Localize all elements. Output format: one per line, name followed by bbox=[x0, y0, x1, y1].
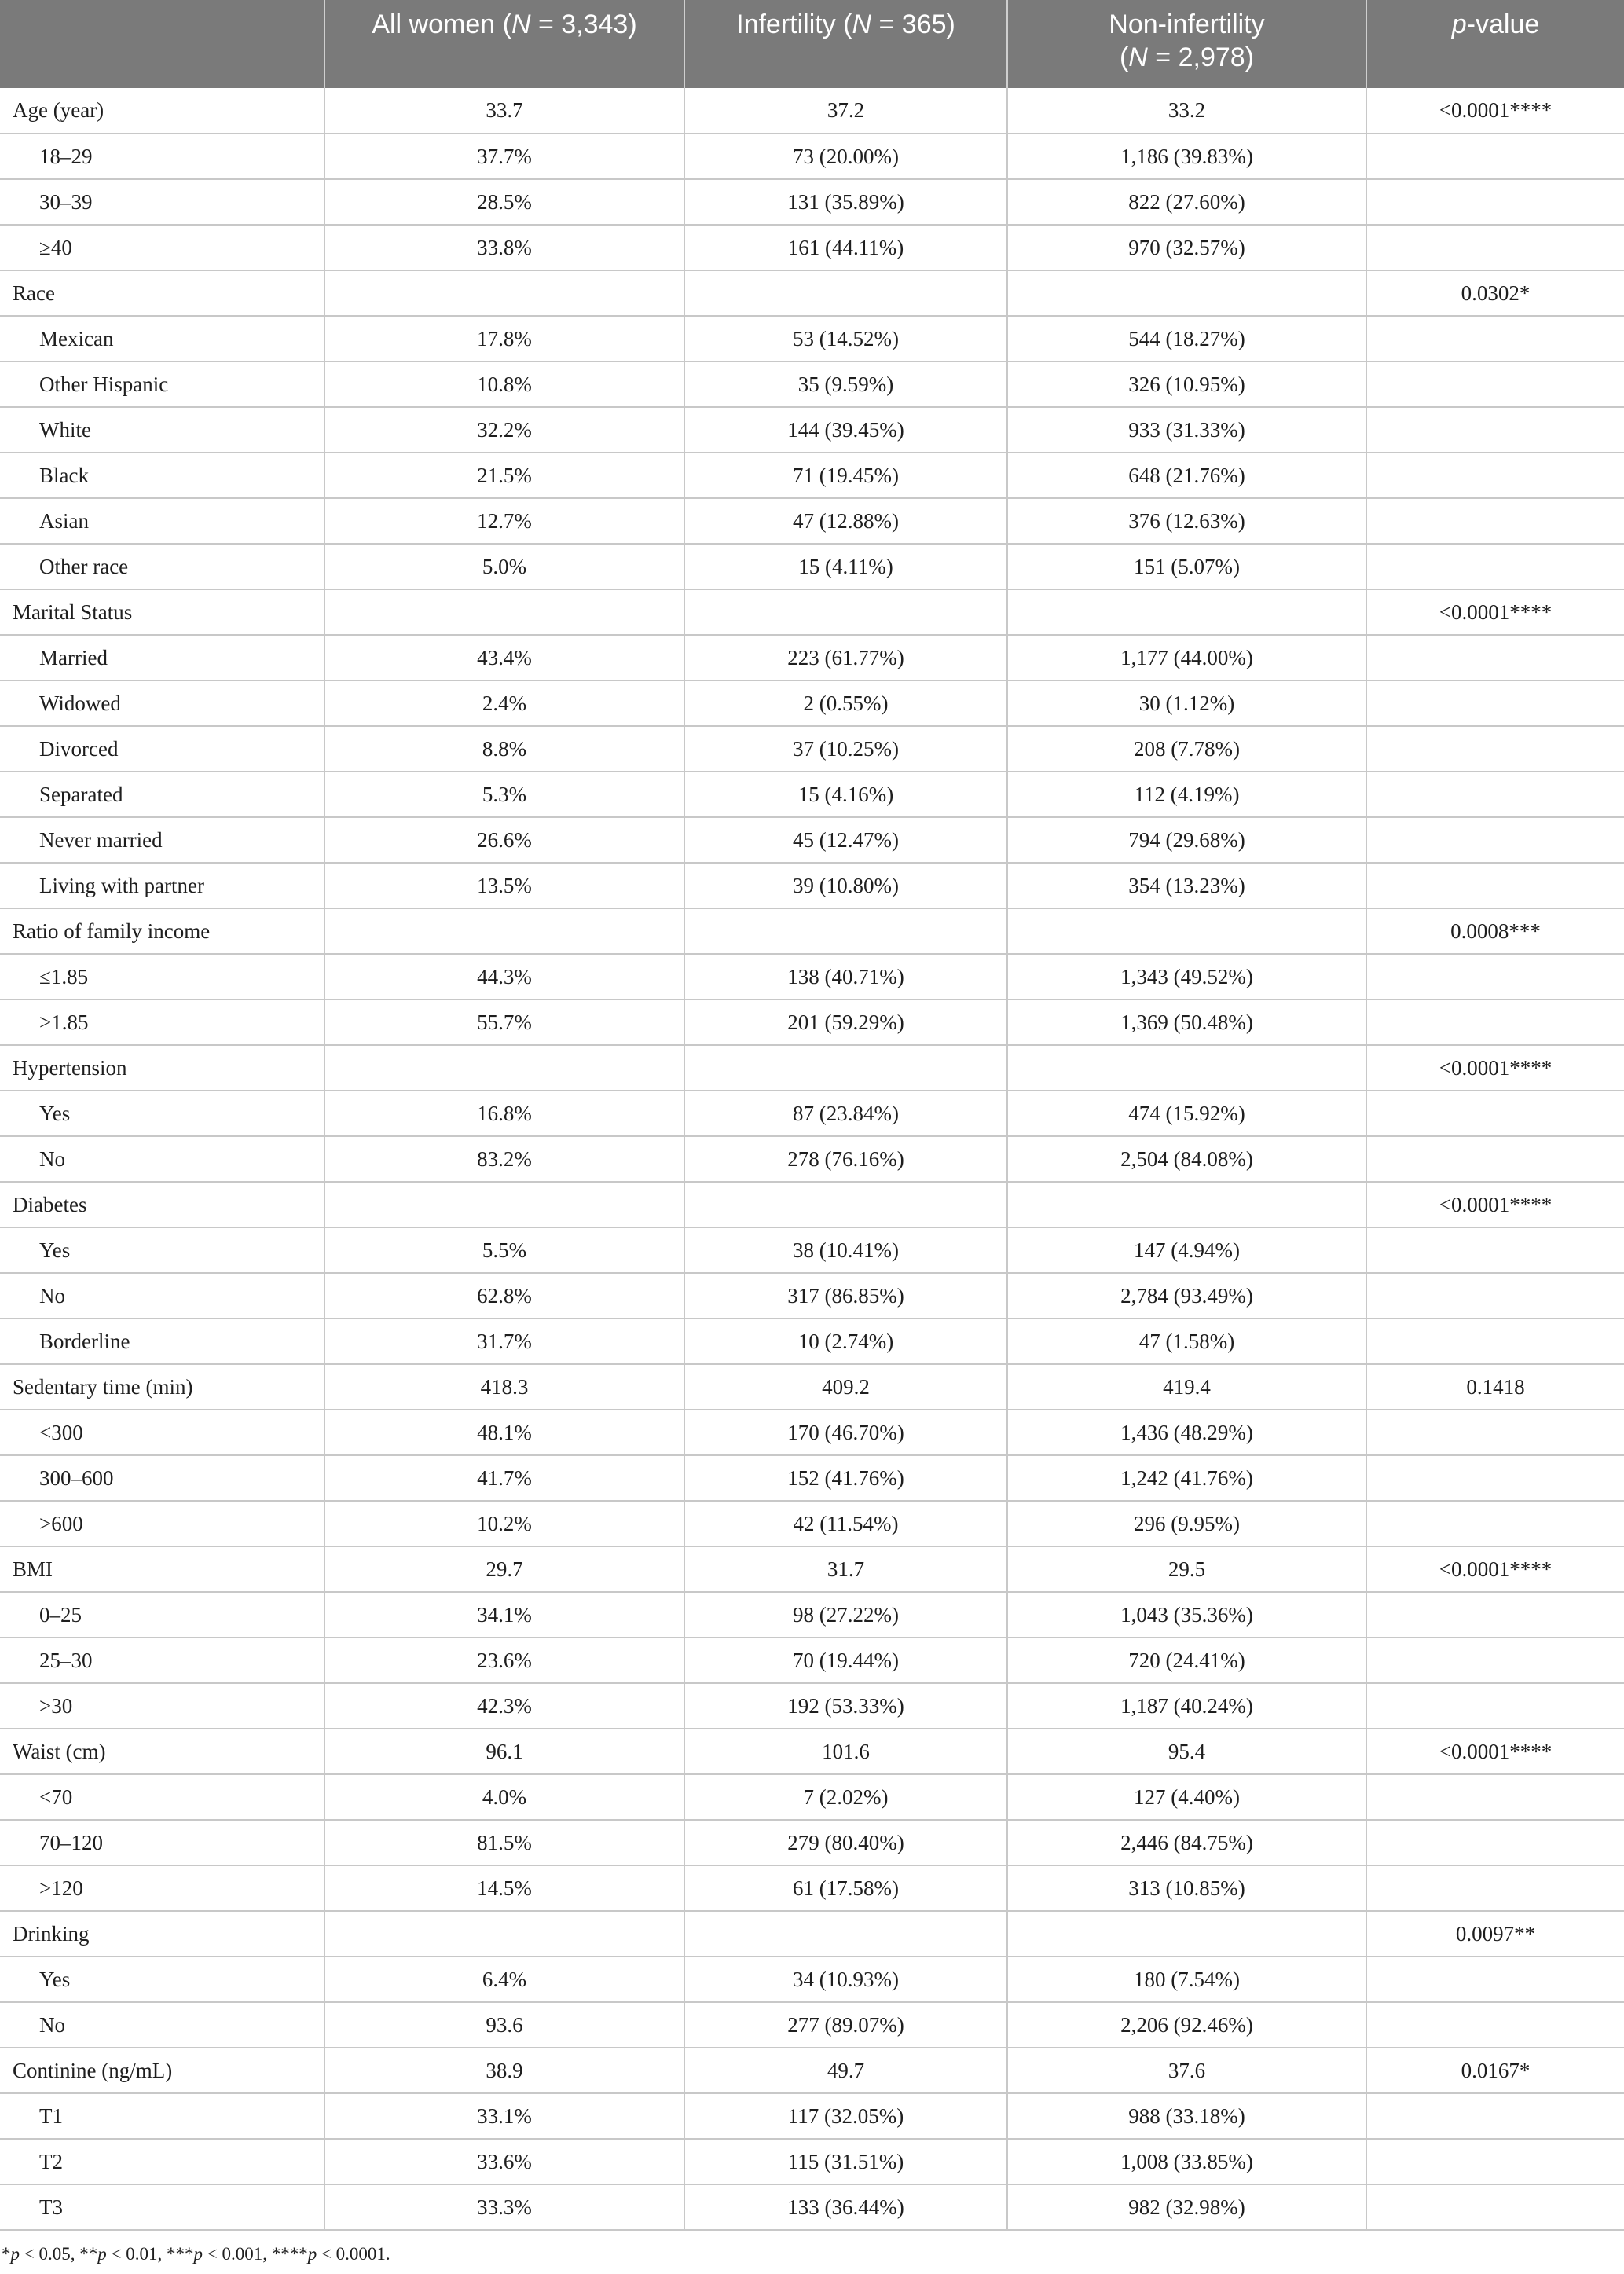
cell-non-infertility: 326 (10.95%) bbox=[1007, 361, 1366, 407]
cell-non-infertility bbox=[1007, 589, 1366, 635]
cell-p-value bbox=[1366, 1774, 1624, 1820]
cell-p-value bbox=[1366, 1273, 1624, 1319]
cell-p-value bbox=[1366, 1638, 1624, 1683]
table-subrow bbox=[0, 1455, 1624, 1501]
table-subrow bbox=[0, 361, 1624, 407]
row-label: Never married bbox=[0, 817, 324, 863]
cell-infertility: 47 (12.88%) bbox=[684, 498, 1007, 544]
table-subrow bbox=[0, 544, 1624, 589]
cell-p-value bbox=[1366, 2002, 1624, 2048]
table-row bbox=[0, 1045, 1624, 1091]
table-row bbox=[0, 589, 1624, 635]
table-subrow bbox=[0, 1592, 1624, 1638]
cell-all-women: 42.3% bbox=[324, 1683, 684, 1729]
cell-p-value bbox=[1366, 1319, 1624, 1364]
table-subrow bbox=[0, 1865, 1624, 1911]
row-label: Ratio of family income bbox=[0, 908, 324, 954]
cell-all-women: 37.7% bbox=[324, 134, 684, 179]
cell-p-value bbox=[1366, 999, 1624, 1045]
cell-p-value: 0.0008*** bbox=[1366, 908, 1624, 954]
cell-infertility: 192 (53.33%) bbox=[684, 1683, 1007, 1729]
row-label: Borderline bbox=[0, 1319, 324, 1364]
cell-non-infertility: 1,008 (33.85%) bbox=[1007, 2139, 1366, 2184]
row-label: White bbox=[0, 407, 324, 453]
table-subrow bbox=[0, 999, 1624, 1045]
table-row bbox=[0, 1911, 1624, 1957]
row-label: Black bbox=[0, 453, 324, 498]
row-label: Living with partner bbox=[0, 863, 324, 908]
cell-all-women bbox=[324, 1911, 684, 1957]
cell-infertility: 131 (35.89%) bbox=[684, 179, 1007, 225]
row-label: Yes bbox=[0, 1091, 324, 1136]
row-label: Hypertension bbox=[0, 1045, 324, 1091]
table-subrow bbox=[0, 680, 1624, 726]
cell-all-women: 13.5% bbox=[324, 863, 684, 908]
cell-non-infertility: 474 (15.92%) bbox=[1007, 1091, 1366, 1136]
cell-non-infertility: 982 (32.98%) bbox=[1007, 2184, 1366, 2230]
cell-p-value: 0.0302* bbox=[1366, 270, 1624, 316]
cell-all-women: 33.6% bbox=[324, 2139, 684, 2184]
cell-infertility: 42 (11.54%) bbox=[684, 1501, 1007, 1546]
row-label: Mexican bbox=[0, 316, 324, 361]
cell-infertility: 98 (27.22%) bbox=[684, 1592, 1007, 1638]
cell-non-infertility: 1,186 (39.83%) bbox=[1007, 134, 1366, 179]
row-label: Widowed bbox=[0, 680, 324, 726]
row-label: Other race bbox=[0, 544, 324, 589]
cell-all-women: 48.1% bbox=[324, 1410, 684, 1455]
cell-p-value: 0.0097** bbox=[1366, 1911, 1624, 1957]
row-label: Asian bbox=[0, 498, 324, 544]
table-subrow bbox=[0, 1091, 1624, 1136]
cell-non-infertility: 1,242 (41.76%) bbox=[1007, 1455, 1366, 1501]
row-label: ≤1.85 bbox=[0, 954, 324, 999]
row-label: Separated bbox=[0, 772, 324, 817]
cell-all-women: 12.7% bbox=[324, 498, 684, 544]
cell-p-value bbox=[1366, 954, 1624, 999]
cell-non-infertility: 419.4 bbox=[1007, 1364, 1366, 1410]
cell-non-infertility bbox=[1007, 908, 1366, 954]
table-subrow bbox=[0, 2093, 1624, 2139]
cell-p-value bbox=[1366, 225, 1624, 270]
row-label: T1 bbox=[0, 2093, 324, 2139]
cell-non-infertility: 37.6 bbox=[1007, 2048, 1366, 2093]
cell-non-infertility: 933 (31.33%) bbox=[1007, 407, 1366, 453]
cell-infertility: 138 (40.71%) bbox=[684, 954, 1007, 999]
row-label: T2 bbox=[0, 2139, 324, 2184]
row-label: 18–29 bbox=[0, 134, 324, 179]
row-label: Continine (ng/mL) bbox=[0, 2048, 324, 2093]
row-label: >600 bbox=[0, 1501, 324, 1546]
cell-all-women: 21.5% bbox=[324, 453, 684, 498]
cell-infertility bbox=[684, 1182, 1007, 1227]
cell-p-value bbox=[1366, 772, 1624, 817]
cell-infertility: 101.6 bbox=[684, 1729, 1007, 1774]
row-label: >30 bbox=[0, 1683, 324, 1729]
table-subrow bbox=[0, 453, 1624, 498]
cell-non-infertility: 1,043 (35.36%) bbox=[1007, 1592, 1366, 1638]
cell-all-women: 96.1 bbox=[324, 1729, 684, 1774]
cell-non-infertility: 376 (12.63%) bbox=[1007, 498, 1366, 544]
cell-all-women: 6.4% bbox=[324, 1957, 684, 2002]
cell-infertility: 317 (86.85%) bbox=[684, 1273, 1007, 1319]
cell-p-value bbox=[1366, 1592, 1624, 1638]
table-subrow bbox=[0, 179, 1624, 225]
cell-p-value bbox=[1366, 361, 1624, 407]
cell-infertility: 144 (39.45%) bbox=[684, 407, 1007, 453]
row-label: Marital Status bbox=[0, 589, 324, 635]
cell-all-women: 41.7% bbox=[324, 1455, 684, 1501]
cell-infertility: 53 (14.52%) bbox=[684, 316, 1007, 361]
cell-infertility: 45 (12.47%) bbox=[684, 817, 1007, 863]
cell-all-women: 55.7% bbox=[324, 999, 684, 1045]
cell-p-value bbox=[1366, 407, 1624, 453]
table-subrow bbox=[0, 1820, 1624, 1865]
table-subrow bbox=[0, 863, 1624, 908]
row-label: Married bbox=[0, 635, 324, 680]
cell-infertility: 409.2 bbox=[684, 1364, 1007, 1410]
table-subrow bbox=[0, 225, 1624, 270]
table-row bbox=[0, 2048, 1624, 2093]
cell-infertility: 61 (17.58%) bbox=[684, 1865, 1007, 1911]
cell-infertility: 115 (31.51%) bbox=[684, 2139, 1007, 2184]
cell-all-women: 418.3 bbox=[324, 1364, 684, 1410]
cell-p-value bbox=[1366, 498, 1624, 544]
row-label: Waist (cm) bbox=[0, 1729, 324, 1774]
cell-all-women bbox=[324, 270, 684, 316]
table-row bbox=[0, 908, 1624, 954]
cell-non-infertility: 2,504 (84.08%) bbox=[1007, 1136, 1366, 1182]
row-label: 300–600 bbox=[0, 1455, 324, 1501]
table-subrow bbox=[0, 954, 1624, 999]
table-footnote: *p < 0.05, **p < 0.01, ***p < 0.001, ****p < 0.0001. bbox=[2, 2244, 390, 2264]
cell-all-women: 5.5% bbox=[324, 1227, 684, 1273]
cell-non-infertility: 180 (7.54%) bbox=[1007, 1957, 1366, 2002]
table-row bbox=[0, 270, 1624, 316]
cell-all-women: 8.8% bbox=[324, 726, 684, 772]
cell-non-infertility: 1,436 (48.29%) bbox=[1007, 1410, 1366, 1455]
cell-infertility bbox=[684, 1911, 1007, 1957]
cell-all-women: 62.8% bbox=[324, 1273, 684, 1319]
row-label: <70 bbox=[0, 1774, 324, 1820]
cell-infertility: 31.7 bbox=[684, 1546, 1007, 1592]
row-label: No bbox=[0, 2002, 324, 2048]
cell-p-value bbox=[1366, 134, 1624, 179]
cell-infertility: 38 (10.41%) bbox=[684, 1227, 1007, 1273]
row-label: No bbox=[0, 1136, 324, 1182]
row-label: Sedentary time (min) bbox=[0, 1364, 324, 1410]
cell-non-infertility: 2,446 (84.75%) bbox=[1007, 1820, 1366, 1865]
cell-p-value: 0.0167* bbox=[1366, 2048, 1624, 2093]
cell-all-women: 34.1% bbox=[324, 1592, 684, 1638]
row-label: ≥40 bbox=[0, 225, 324, 270]
table-subrow bbox=[0, 407, 1624, 453]
cell-infertility: 87 (23.84%) bbox=[684, 1091, 1007, 1136]
cell-non-infertility: 2,206 (92.46%) bbox=[1007, 2002, 1366, 2048]
row-label: Diabetes bbox=[0, 1182, 324, 1227]
cell-non-infertility: 313 (10.85%) bbox=[1007, 1865, 1366, 1911]
cell-all-women bbox=[324, 1045, 684, 1091]
cell-non-infertility: 1,343 (49.52%) bbox=[1007, 954, 1366, 999]
cell-p-value bbox=[1366, 1410, 1624, 1455]
cell-p-value: <0.0001**** bbox=[1366, 88, 1624, 134]
cell-p-value bbox=[1366, 635, 1624, 680]
cell-infertility: 133 (36.44%) bbox=[684, 2184, 1007, 2230]
cell-all-women: 14.5% bbox=[324, 1865, 684, 1911]
cell-non-infertility: 648 (21.76%) bbox=[1007, 453, 1366, 498]
cell-infertility: 73 (20.00%) bbox=[684, 134, 1007, 179]
row-label: Race bbox=[0, 270, 324, 316]
row-label: Age (year) bbox=[0, 88, 324, 134]
cell-p-value: <0.0001**** bbox=[1366, 589, 1624, 635]
table-subrow bbox=[0, 635, 1624, 680]
cell-p-value: <0.0001**** bbox=[1366, 1546, 1624, 1592]
cell-all-women: 26.6% bbox=[324, 817, 684, 863]
cell-all-women: 93.6 bbox=[324, 2002, 684, 2048]
cell-non-infertility: 30 (1.12%) bbox=[1007, 680, 1366, 726]
cell-non-infertility: 794 (29.68%) bbox=[1007, 817, 1366, 863]
cell-non-infertility: 2,784 (93.49%) bbox=[1007, 1273, 1366, 1319]
cell-non-infertility: 544 (18.27%) bbox=[1007, 316, 1366, 361]
cell-infertility: 7 (2.02%) bbox=[684, 1774, 1007, 1820]
table-subrow bbox=[0, 134, 1624, 179]
row-label: 25–30 bbox=[0, 1638, 324, 1683]
cell-non-infertility bbox=[1007, 270, 1366, 316]
row-label: Drinking bbox=[0, 1911, 324, 1957]
table-subrow bbox=[0, 2184, 1624, 2230]
table-subrow bbox=[0, 772, 1624, 817]
row-label: BMI bbox=[0, 1546, 324, 1592]
row-label: >1.85 bbox=[0, 999, 324, 1045]
table-row bbox=[0, 88, 1624, 134]
cell-non-infertility bbox=[1007, 1911, 1366, 1957]
table-subrow bbox=[0, 817, 1624, 863]
cell-all-women: 38.9 bbox=[324, 2048, 684, 2093]
cell-all-women bbox=[324, 1182, 684, 1227]
table-subrow bbox=[0, 2139, 1624, 2184]
table-subrow bbox=[0, 1319, 1624, 1364]
cell-all-women: 33.1% bbox=[324, 2093, 684, 2139]
table-row bbox=[0, 1182, 1624, 1227]
cell-p-value bbox=[1366, 680, 1624, 726]
cell-p-value bbox=[1366, 726, 1624, 772]
cell-all-women: 28.5% bbox=[324, 179, 684, 225]
cell-infertility: 35 (9.59%) bbox=[684, 361, 1007, 407]
cell-p-value bbox=[1366, 2093, 1624, 2139]
cell-p-value bbox=[1366, 179, 1624, 225]
cell-all-women: 16.8% bbox=[324, 1091, 684, 1136]
header-non-infertility: Non-infertility (N = 2,978) bbox=[1007, 0, 1366, 88]
cell-infertility bbox=[684, 1045, 1007, 1091]
cell-infertility: 39 (10.80%) bbox=[684, 863, 1007, 908]
cell-non-infertility: 720 (24.41%) bbox=[1007, 1638, 1366, 1683]
table-subrow bbox=[0, 1136, 1624, 1182]
row-label: Yes bbox=[0, 1227, 324, 1273]
cell-non-infertility: 1,187 (40.24%) bbox=[1007, 1683, 1366, 1729]
cell-infertility: 223 (61.77%) bbox=[684, 635, 1007, 680]
header-infertility: Infertility (N = 365) bbox=[684, 0, 1007, 88]
row-label: 70–120 bbox=[0, 1820, 324, 1865]
header-all-women: All women (N = 3,343) bbox=[324, 0, 684, 88]
cell-non-infertility: 208 (7.78%) bbox=[1007, 726, 1366, 772]
cell-infertility: 201 (59.29%) bbox=[684, 999, 1007, 1045]
row-label: 0–25 bbox=[0, 1592, 324, 1638]
cell-non-infertility: 151 (5.07%) bbox=[1007, 544, 1366, 589]
table-body bbox=[0, 88, 1624, 2230]
table-subrow bbox=[0, 1957, 1624, 2002]
cell-infertility: 37 (10.25%) bbox=[684, 726, 1007, 772]
cell-p-value bbox=[1366, 1957, 1624, 2002]
row-label: Divorced bbox=[0, 726, 324, 772]
cell-non-infertility: 1,177 (44.00%) bbox=[1007, 635, 1366, 680]
cell-non-infertility: 33.2 bbox=[1007, 88, 1366, 134]
cell-p-value bbox=[1366, 453, 1624, 498]
cell-infertility: 10 (2.74%) bbox=[684, 1319, 1007, 1364]
table-row bbox=[0, 1546, 1624, 1592]
cell-all-women: 83.2% bbox=[324, 1136, 684, 1182]
table-subrow bbox=[0, 498, 1624, 544]
table-subrow bbox=[0, 1410, 1624, 1455]
cell-all-women: 32.2% bbox=[324, 407, 684, 453]
table-subrow bbox=[0, 1227, 1624, 1273]
table-row bbox=[0, 1729, 1624, 1774]
cell-p-value: <0.0001**** bbox=[1366, 1045, 1624, 1091]
cell-non-infertility: 29.5 bbox=[1007, 1546, 1366, 1592]
row-label: No bbox=[0, 1273, 324, 1319]
cell-non-infertility: 1,369 (50.48%) bbox=[1007, 999, 1366, 1045]
cell-infertility: 15 (4.16%) bbox=[684, 772, 1007, 817]
cell-all-women: 5.3% bbox=[324, 772, 684, 817]
cell-all-women: 23.6% bbox=[324, 1638, 684, 1683]
cell-infertility bbox=[684, 589, 1007, 635]
cell-p-value: <0.0001**** bbox=[1366, 1182, 1624, 1227]
cell-non-infertility: 95.4 bbox=[1007, 1729, 1366, 1774]
cell-infertility: 152 (41.76%) bbox=[684, 1455, 1007, 1501]
cell-p-value bbox=[1366, 316, 1624, 361]
cell-infertility: 170 (46.70%) bbox=[684, 1410, 1007, 1455]
cell-all-women: 10.2% bbox=[324, 1501, 684, 1546]
table-subrow bbox=[0, 1273, 1624, 1319]
cell-infertility: 161 (44.11%) bbox=[684, 225, 1007, 270]
cell-infertility: 34 (10.93%) bbox=[684, 1957, 1007, 2002]
cell-infertility bbox=[684, 908, 1007, 954]
cell-all-women: 31.7% bbox=[324, 1319, 684, 1364]
cell-non-infertility: 112 (4.19%) bbox=[1007, 772, 1366, 817]
table-subrow bbox=[0, 2002, 1624, 2048]
cell-p-value bbox=[1366, 1455, 1624, 1501]
table-subrow bbox=[0, 1774, 1624, 1820]
cell-p-value bbox=[1366, 544, 1624, 589]
cell-non-infertility: 970 (32.57%) bbox=[1007, 225, 1366, 270]
cell-non-infertility: 47 (1.58%) bbox=[1007, 1319, 1366, 1364]
cell-all-women: 17.8% bbox=[324, 316, 684, 361]
cell-all-women: 44.3% bbox=[324, 954, 684, 999]
cell-infertility: 15 (4.11%) bbox=[684, 544, 1007, 589]
cell-non-infertility: 127 (4.40%) bbox=[1007, 1774, 1366, 1820]
row-label: Other Hispanic bbox=[0, 361, 324, 407]
table-row bbox=[0, 1364, 1624, 1410]
cell-p-value bbox=[1366, 1091, 1624, 1136]
cell-p-value bbox=[1366, 1227, 1624, 1273]
row-label: >120 bbox=[0, 1865, 324, 1911]
header-p-value: p-value bbox=[1366, 0, 1624, 88]
cell-infertility: 278 (76.16%) bbox=[684, 1136, 1007, 1182]
table-subrow bbox=[0, 1501, 1624, 1546]
row-label: 30–39 bbox=[0, 179, 324, 225]
cell-p-value bbox=[1366, 1501, 1624, 1546]
table-header bbox=[0, 0, 1624, 88]
cell-p-value bbox=[1366, 1820, 1624, 1865]
cell-p-value: <0.0001**** bbox=[1366, 1729, 1624, 1774]
cell-all-women: 81.5% bbox=[324, 1820, 684, 1865]
cell-p-value bbox=[1366, 817, 1624, 863]
cell-all-women: 33.8% bbox=[324, 225, 684, 270]
cell-infertility: 279 (80.40%) bbox=[684, 1820, 1007, 1865]
cell-non-infertility bbox=[1007, 1182, 1366, 1227]
cell-all-women bbox=[324, 908, 684, 954]
cell-infertility: 71 (19.45%) bbox=[684, 453, 1007, 498]
cell-p-value bbox=[1366, 2139, 1624, 2184]
cell-all-women: 4.0% bbox=[324, 1774, 684, 1820]
cell-infertility: 70 (19.44%) bbox=[684, 1638, 1007, 1683]
row-label: T3 bbox=[0, 2184, 324, 2230]
cell-all-women bbox=[324, 589, 684, 635]
cell-all-women: 10.8% bbox=[324, 361, 684, 407]
table-subrow bbox=[0, 1638, 1624, 1683]
row-label: Yes bbox=[0, 1957, 324, 2002]
cell-non-infertility: 147 (4.94%) bbox=[1007, 1227, 1366, 1273]
cell-p-value bbox=[1366, 2184, 1624, 2230]
cell-p-value bbox=[1366, 1136, 1624, 1182]
cell-p-value: 0.1418 bbox=[1366, 1364, 1624, 1410]
table-subrow bbox=[0, 1683, 1624, 1729]
cell-non-infertility bbox=[1007, 1045, 1366, 1091]
header-variable bbox=[0, 0, 324, 88]
cell-non-infertility: 354 (13.23%) bbox=[1007, 863, 1366, 908]
cell-infertility: 277 (89.07%) bbox=[684, 2002, 1007, 2048]
row-label: <300 bbox=[0, 1410, 324, 1455]
cell-non-infertility: 822 (27.60%) bbox=[1007, 179, 1366, 225]
header-row bbox=[0, 0, 1624, 88]
cell-all-women: 33.3% bbox=[324, 2184, 684, 2230]
cell-infertility: 37.2 bbox=[684, 88, 1007, 134]
cell-all-women: 43.4% bbox=[324, 635, 684, 680]
cell-non-infertility: 296 (9.95%) bbox=[1007, 1501, 1366, 1546]
cell-non-infertility: 988 (33.18%) bbox=[1007, 2093, 1366, 2139]
cell-infertility: 117 (32.05%) bbox=[684, 2093, 1007, 2139]
cell-p-value bbox=[1366, 863, 1624, 908]
cell-infertility: 49.7 bbox=[684, 2048, 1007, 2093]
cell-all-women: 29.7 bbox=[324, 1546, 684, 1592]
table-subrow bbox=[0, 726, 1624, 772]
cell-infertility bbox=[684, 270, 1007, 316]
cell-all-women: 33.7 bbox=[324, 88, 684, 134]
table-subrow bbox=[0, 316, 1624, 361]
cell-all-women: 5.0% bbox=[324, 544, 684, 589]
cell-p-value bbox=[1366, 1683, 1624, 1729]
cell-all-women: 2.4% bbox=[324, 680, 684, 726]
cell-p-value bbox=[1366, 1865, 1624, 1911]
cell-infertility: 2 (0.55%) bbox=[684, 680, 1007, 726]
